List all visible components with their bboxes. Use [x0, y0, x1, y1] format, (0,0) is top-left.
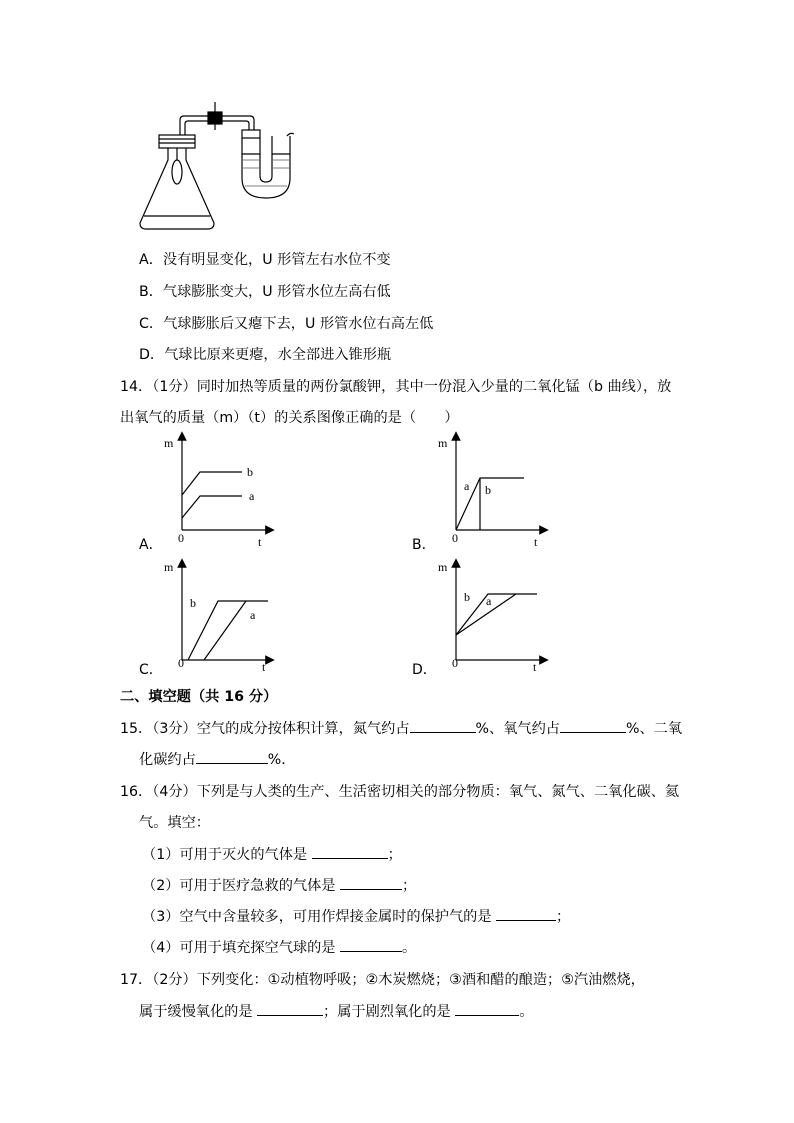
q15-text-a: 15．（3分）空气的成分按体积计算，氮气约占 [120, 721, 410, 737]
graph-a-y-label: m [164, 436, 174, 450]
graph-c-curve-b [188, 601, 268, 660]
graph-option-d-label: D． [412, 662, 437, 678]
q16-blank-3[interactable] [496, 906, 556, 921]
graph-d-y-label: m [438, 560, 448, 574]
q16-blank-2[interactable] [340, 875, 402, 890]
q16-blank-4[interactable] [340, 937, 402, 952]
graph-a-curve-a [182, 496, 242, 518]
q16-sub2-end: ； [401, 878, 417, 894]
graph-d-curve-a-label: a [486, 594, 492, 608]
q16-sub3-end: ； [556, 909, 571, 925]
q15-text-e: %． [267, 752, 296, 768]
graph-c-curve-a [204, 601, 246, 660]
q15-line1 [120, 718, 682, 738]
q17-line2 [139, 1001, 533, 1021]
graph-b [432, 430, 552, 550]
q16-sub4-text: （4）可用于填充探空气球的是 [142, 940, 336, 956]
q13-option-c: C．气球膨胀后又瘪下去，U 形管水位右高左低 [139, 316, 434, 332]
graph-a-curve-a-label: a [249, 489, 255, 503]
q16-stem-line1: 16．（4分）下列是与人类的生产、生活密切相关的部分物质：氧气、氮气、二氧化碳、氦 [120, 784, 680, 800]
q16-sub4 [142, 937, 416, 957]
q17-stem-line1: 17．（2分）下列变化：①动植物呼吸；②木炭燃烧；③酒和醋的酿造；⑤汽油燃烧， [120, 972, 645, 988]
graph-c [158, 555, 278, 675]
q16-stem-line2: 气。填空： [139, 815, 210, 831]
graph-b-x-label: t [534, 535, 538, 549]
graph-b-curve-b-label: b [485, 483, 491, 497]
graph-option-b-label: B． [412, 537, 436, 553]
graph-a-curve-b-label: b [247, 465, 253, 479]
graph-c-x-label: t [262, 660, 266, 674]
q16-sub1-end: ； [387, 847, 402, 863]
graph-d [432, 555, 552, 675]
q16-sub1 [142, 844, 402, 864]
graph-d-curve-b-label: b [464, 590, 470, 604]
q14-stem-line2: 出氧气的质量（m）（t）的关系图像正确的是（ ） [120, 410, 459, 426]
q16-sub4-end: 。 [401, 940, 417, 956]
q15-blank-nitrogen[interactable] [410, 718, 476, 733]
q15-text-b: %、氧气约占 [475, 721, 560, 737]
q16-sub1-text: （1）可用于灭火的气体是 [142, 847, 308, 863]
q15-blank-co2[interactable] [196, 749, 268, 764]
q16-sub2-text: （2）可用于医疗急救的气体是 [142, 878, 336, 894]
graph-c-y-label: m [164, 560, 174, 574]
q17-blank-slow[interactable] [257, 1001, 323, 1016]
q17-text-b: ；属于剧烈氧化的是 [323, 1004, 451, 1020]
graph-b-curve-a-label: a [464, 479, 470, 493]
graph-option-c-label: C． [139, 662, 163, 678]
graph-a [158, 430, 278, 550]
q15-text-c: %、二氧 [625, 721, 683, 737]
graph-a-x-label: t [258, 535, 262, 549]
q13-option-d: D．气球比原来更瘪，水全部进入锥形瓶 [139, 347, 392, 363]
q16-sub2 [142, 875, 416, 895]
q17-blank-fast[interactable] [455, 1001, 519, 1016]
q15-line2 [139, 749, 295, 769]
graph-d-origin: 0 [452, 656, 458, 670]
q15-text-d: 化碳约占 [139, 752, 196, 768]
graph-d-x-label: t [533, 660, 537, 674]
q17-text-end: 。 [519, 1004, 534, 1020]
graph-option-a-label: A． [139, 537, 163, 553]
q16-sub3 [142, 906, 570, 926]
graph-c-curve-a-label: a [250, 608, 256, 622]
q14-stem-line1: 14．（1分）同时加热等质量的两份氯酸钾，其中一份混入少量的二氧化锰（b 曲线），放 [120, 379, 672, 395]
q13-option-a: A．没有明显变化，U 形管左右水位不变 [139, 252, 391, 268]
q16-blank-1[interactable] [312, 844, 388, 859]
section-title: 二、填空题（共 16 分） [120, 689, 278, 705]
graph-b-origin: 0 [452, 531, 458, 545]
q17-text-a: 属于缓慢氧化的是 [139, 1004, 253, 1020]
graph-b-y-label: m [438, 436, 448, 450]
q16-sub3-text: （3）空气中含量较多，可用作焊接金属时的保护气的是 [142, 909, 492, 925]
graph-c-curve-b-label: b [190, 596, 196, 610]
q13-option-b: B．气球膨胀变大，U 形管水位左高右低 [139, 284, 391, 300]
graph-a-curve-b [182, 472, 242, 495]
graph-a-origin: 0 [178, 531, 184, 545]
q15-blank-oxygen[interactable] [560, 718, 626, 733]
apparatus-figure [132, 98, 312, 233]
graph-c-origin: 0 [178, 656, 184, 670]
